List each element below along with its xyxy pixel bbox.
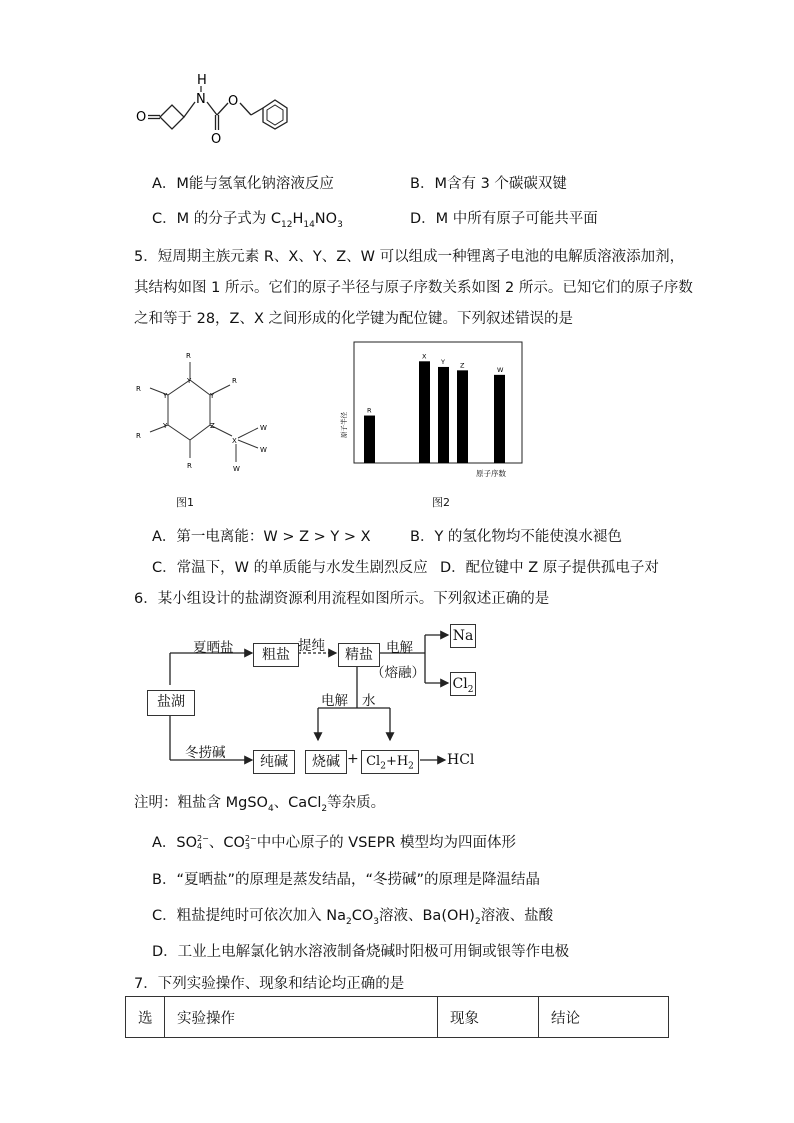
atom-o-carbonyl: O [211, 132, 222, 147]
q4-c-sub1: 12 [280, 219, 293, 230]
flow-label-electrolysis-top: 电解 [386, 640, 413, 656]
fig1-label-w1: W [260, 424, 267, 432]
fig1-label-r1: R [186, 352, 191, 360]
q6-c-mid1: CO [351, 908, 374, 924]
q4-c-sub2: 14 [303, 219, 315, 230]
q6-note-sub1: 4 [267, 803, 274, 814]
q4-c-h: H [292, 211, 304, 227]
flow-hcl: HCl [447, 752, 475, 768]
flow-label-water: 水 [362, 693, 376, 709]
flow-box-crude-salt: 粗盐 [253, 643, 299, 667]
chart-xlabel: 原子序数 [476, 469, 506, 478]
flow-label-summer: 夏晒盐 [193, 640, 234, 656]
q5-stem-line2: 其结构如图 1 所示。它们的原子半径与原子序数关系如图 2 所示。已知它们的原子序数 [134, 280, 693, 296]
fig1-label-w3: W [233, 465, 240, 473]
atom-h: H [197, 73, 207, 88]
flow-box-refined-salt: 精盐 [338, 643, 380, 667]
flow-cl2h2-cl: Cl [366, 754, 381, 769]
atom-n: N [196, 92, 206, 107]
fig1-label-y3: Y [163, 392, 168, 400]
q4-option-a[interactable]: A．M能与氢氧化钠溶液反应 [152, 176, 334, 192]
fig1-label-y1: Y [187, 377, 192, 385]
q4-option-d[interactable]: D．M 中所有原子可能共平面 [410, 211, 598, 227]
q6-option-b[interactable]: B．“夏晒盐”的原理是蒸发结晶，“冬捞碱”的原理是降温结晶 [152, 872, 540, 888]
q6-c-mid2: 溶液、Ba(OH) [378, 908, 475, 924]
fig1-label-r2: R [232, 377, 237, 385]
flow-cl2-sub: 2 [467, 684, 474, 695]
atom-o-ester: O [228, 94, 239, 109]
bar-label-z: Z [460, 361, 465, 370]
q6-note-mid: 、CaCl [273, 795, 322, 811]
flow-box-cl2-h2 [361, 750, 419, 774]
q7-header-operation: 实验操作 [165, 997, 438, 1038]
flow-label-electrolysis-mid: 电解 [321, 693, 348, 709]
flow-cl2-text: Cl [452, 676, 468, 692]
q6-a-sub1: 4 [197, 842, 203, 851]
q7-header-conclusion: 结论 [539, 997, 669, 1038]
flow-box-na: Na [450, 624, 476, 648]
q6-a-post: 中中心原子的 VSEPR 模型均为四面体形 [256, 835, 517, 851]
q6-c-post: 溶液、盐酸 [480, 908, 554, 924]
bar-y [438, 367, 449, 463]
flow-plus: + [347, 751, 359, 767]
q6-c-sub1: 2 [345, 916, 352, 927]
q6-option-a[interactable] [152, 831, 516, 852]
atom-o-ketone: O [136, 110, 147, 125]
q5-stem-line3: 之和等于 28，Z、X 之间形成的化学键为配位键。下列叙述错误的是 [134, 311, 574, 327]
q6-note-pre: 注明：粗盐含 MgSO [134, 795, 268, 811]
flow-cl2h2-h: +H [385, 754, 409, 769]
q4-option-c[interactable] [152, 207, 343, 230]
fig1-label-r4: R [136, 432, 141, 440]
q4-c-post: NO [314, 211, 338, 227]
fig1-label-r5: R [187, 462, 192, 470]
q6-a-sub2: 3 [244, 842, 250, 851]
bar-w [494, 375, 505, 463]
q7-table [125, 996, 669, 1038]
bar-label-r: R [367, 406, 372, 415]
flow-label-molten: （熔融） [371, 665, 425, 681]
q6-stem: 6．某小组设计的盐湖资源利用流程如图所示。下列叙述正确的是 [134, 591, 550, 607]
q5-option-c[interactable]: C．常温下，W 的单质能与水发生剧烈反应 [152, 560, 428, 576]
q5-figure1-structure [130, 350, 290, 475]
flow-box-cl2 [450, 672, 476, 696]
q7-header-option: 选 [126, 997, 165, 1038]
fig1-label-y2: Y [210, 392, 215, 400]
bar-z [457, 370, 468, 463]
q6-a-sup2: 2− [244, 834, 257, 843]
bar-label-x: X [422, 352, 427, 361]
q4-c-sub3: 3 [337, 219, 343, 230]
flow-cl2h2-sub2: 2 [408, 761, 414, 772]
bar-r [364, 416, 375, 463]
q5-fig2-caption: 图2 [432, 496, 450, 509]
q6-option-c[interactable] [152, 904, 553, 927]
fig1-label-r3: R [136, 385, 141, 393]
q6-c-pre: C．粗盐提纯时可依次加入 Na [152, 908, 346, 924]
molecule-m-structure [130, 70, 300, 150]
flow-label-winter: 冬捞碱 [185, 745, 226, 761]
flow-cl2h2-sub1: 2 [380, 761, 386, 772]
q5-fig1-caption: 图1 [176, 496, 194, 509]
q6-option-d[interactable]: D．工业上电解氯化钠水溶液制备烧碱时阳极可用铜或银等作电极 [152, 944, 570, 960]
q5-stem-line1: 5．短周期主族元素 R、X、Y、Z、W 可以组成一种锂离子电池的电解质溶液添加剂， [134, 249, 685, 265]
bar-label-w: W [497, 365, 504, 374]
fig1-label-x: X [232, 437, 237, 445]
flow-box-caustic-soda: 烧碱 [305, 750, 347, 774]
bar-label-y: Y [441, 357, 445, 366]
fig1-label-z: Z [210, 422, 215, 430]
q6-a-mid: 、CO [208, 835, 245, 851]
flow-box-salt-lake: 盐湖 [147, 690, 195, 716]
q5-figure2-chart [336, 338, 526, 486]
q4-option-c-pre: C．M 的分子式为 C [152, 211, 281, 227]
q6-c-sub2: 3 [373, 916, 379, 927]
chart-ylabel: 原子半径 [340, 412, 348, 438]
q7-stem: 7．下列实验操作、现象和结论均正确的是 [134, 976, 405, 992]
fig1-label-y4: Y [163, 422, 168, 430]
q4-option-b[interactable]: B．M含有 3 个碳碳双键 [410, 176, 567, 192]
q6-a-sup1: 2− [197, 834, 209, 843]
flow-box-soda-ash: 纯碱 [253, 750, 295, 774]
q5-option-d[interactable]: D．配位键中 Z 原子提供孤电子对 [440, 560, 659, 576]
q6-note-post: 等杂质。 [327, 795, 386, 811]
q7-header-phenomenon: 现象 [438, 997, 539, 1038]
q7-table-header-row [126, 997, 669, 1038]
q6-c-sub3: 2 [474, 916, 481, 927]
q5-option-a[interactable]: A．第一电离能：W > Z > Y > X [152, 529, 371, 545]
q5-option-b[interactable]: B．Y 的氢化物均不能使溴水褪色 [410, 529, 622, 545]
q6-note-sub2: 2 [321, 803, 328, 814]
flow-label-purify: 提纯 [298, 638, 325, 654]
q6-note [134, 791, 385, 814]
fig1-label-w2: W [260, 446, 267, 454]
bar-x [419, 361, 430, 463]
q6-a-pre: A．SO [152, 835, 198, 851]
